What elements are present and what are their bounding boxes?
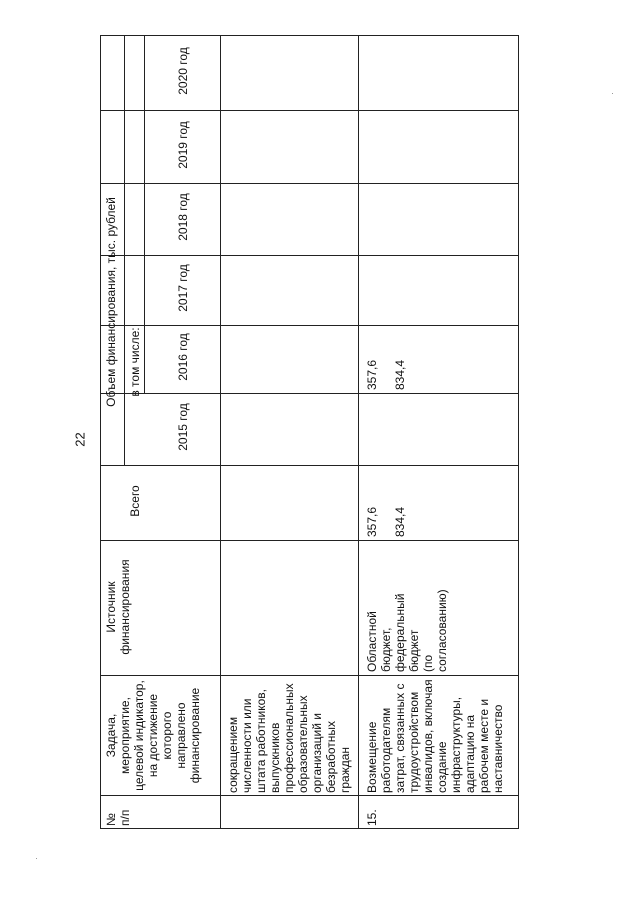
header-year-2017: 2017 год (176, 264, 190, 312)
header-year-2018: 2018 год (176, 193, 190, 241)
table-row-2-num: 15. (365, 809, 379, 826)
page-number: 22 (72, 432, 88, 447)
header-source: Источник финансирования (104, 559, 132, 655)
scan-speck (612, 93, 613, 94)
table-row-2-y2016: 357,6 834,4 (365, 359, 407, 390)
header-year-2020: 2020 год (176, 47, 190, 95)
header-in-that-number: в том числе: (128, 327, 142, 397)
table-row-1-task: сокращением численности или штата работников, выпускников профессиональных образовательных организаций и безработных граждан (226, 683, 352, 793)
header-year-2019: 2019 год (176, 121, 190, 169)
header-task: Задача, мероприятие, целевой индикатор, на достижение которого направлено финансирование (104, 680, 202, 791)
scan-speck (36, 858, 37, 859)
header-total: Всего (128, 485, 142, 517)
header-num: № п/п (104, 809, 132, 826)
table-row-2-source: Областной бюджет, федеральный бюджет (по согласованию) (365, 589, 449, 672)
table-row-2-task: Возмещение работодателям затрат, связанных с трудоустройством инвалидов, включая создание инфраструктуры, адаптацию на рабочем месте и наставничество (365, 679, 505, 793)
header-year-2016: 2016 год (176, 333, 190, 381)
header-funding-title: Объем финансирования, тыс. рублей (104, 197, 118, 407)
table-row-2-total: 357,6 834,4 (365, 506, 407, 537)
header-year-2015: 2015 год (176, 403, 190, 451)
